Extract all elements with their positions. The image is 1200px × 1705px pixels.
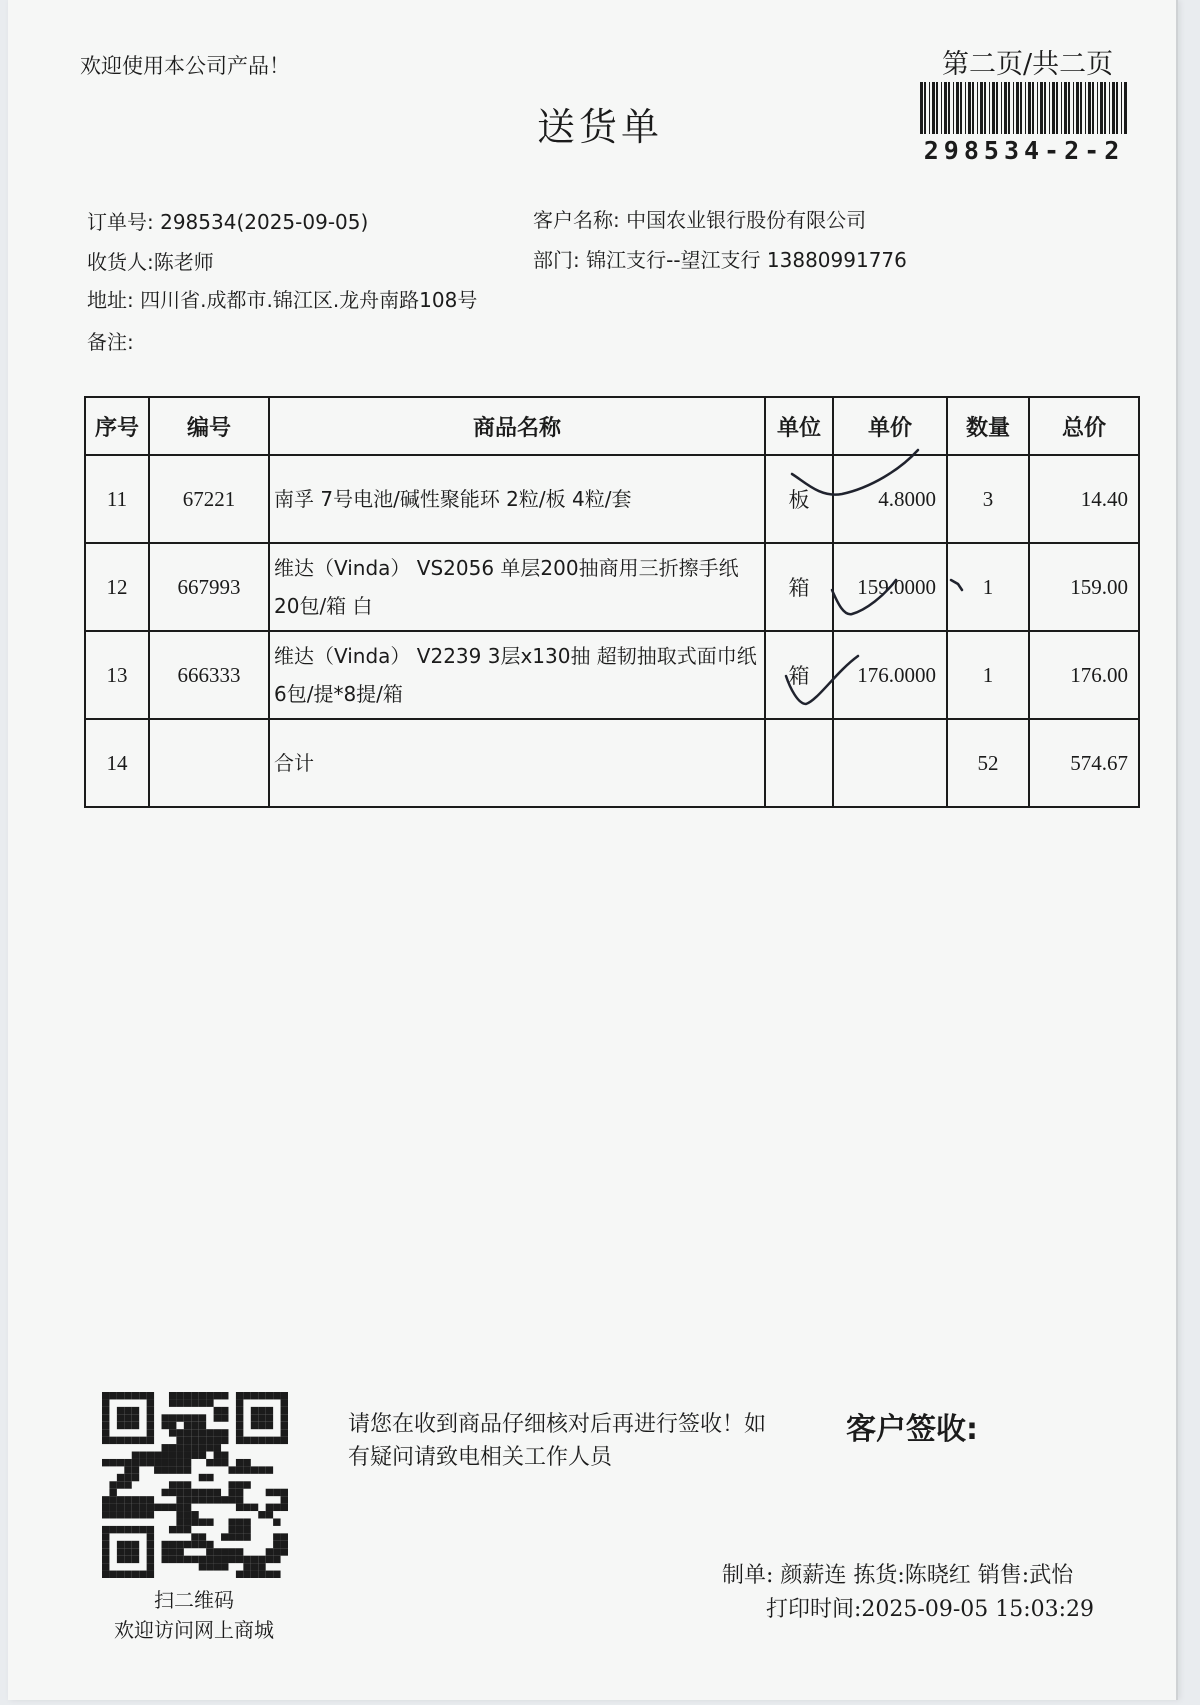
cell-price: 176.0000 [833, 631, 947, 719]
cell-code: 67221 [149, 455, 269, 543]
cell-no: 14 [85, 719, 149, 807]
dept-label: 部门: [533, 248, 580, 272]
cell-total: 159.00 [1029, 543, 1139, 631]
barcode [918, 82, 1130, 134]
table-row [85, 455, 1139, 543]
customer-label: 客户名称: [533, 208, 620, 232]
cell-name: 维达（Vinda） VS2056 单层200抽商用三折擦手纸 20包/箱 白 [269, 543, 765, 631]
cell-price [833, 719, 947, 807]
cell-no: 13 [85, 631, 149, 719]
cell-qty: 3 [947, 455, 1029, 543]
header-no: 序号 [85, 397, 149, 455]
cell-name: 合计 [269, 719, 765, 807]
receiver-value: 陈老师 [153, 250, 214, 274]
receiver-label: 收货人: [87, 250, 154, 274]
table-row [85, 543, 1139, 631]
department [533, 244, 907, 273]
cell-qty: 52 [947, 719, 1029, 807]
barcode-number: 298534-2-2 [923, 136, 1125, 165]
cell-qty: 1 [947, 543, 1029, 631]
staff-info: 制单: 颜薪连 拣货:陈晓红 销售:武怡 [722, 1563, 1074, 1588]
order-number [87, 206, 368, 235]
cell-unit: 板 [765, 455, 833, 543]
table-row-total [85, 719, 1139, 807]
cell-total: 14.40 [1029, 455, 1139, 543]
customer-name [533, 204, 866, 233]
customer-sign-label: 客户签收: [846, 1412, 978, 1447]
cell-unit: 箱 [765, 543, 833, 631]
header-qty: 数量 [947, 397, 1029, 455]
customer-value: 中国农业银行股份有限公司 [626, 208, 867, 232]
cell-code [149, 719, 269, 807]
header-unit: 单位 [765, 397, 833, 455]
page-number: 第二页/共二页 [942, 49, 1114, 80]
signing-notice: 请您在收到商品仔细核对后再进行签收！如有疑问请致电相关工作人员 [348, 1412, 767, 1470]
header-price: 单价 [833, 397, 947, 455]
qr-caption-scan: 扫二维码 [154, 1588, 234, 1612]
cell-unit [765, 719, 833, 807]
receiver [87, 246, 214, 275]
cell-name: 维达（Vinda） V2239 3层x130抽 超韧抽取式面巾纸 6包/提*8提/箱 [269, 631, 765, 719]
cell-price: 4.8000 [833, 455, 947, 543]
table-header-row [85, 397, 1139, 455]
address [87, 284, 477, 313]
cell-unit: 箱 [765, 631, 833, 719]
cell-total: 574.67 [1029, 719, 1139, 807]
address-label: 地址: [87, 288, 134, 312]
header-name: 商品名称 [269, 397, 765, 455]
header-code: 编号 [149, 397, 269, 455]
cell-code: 667993 [149, 543, 269, 631]
table-row [85, 631, 1139, 719]
header-total: 总价 [1029, 397, 1139, 455]
remark-label: 备注: [87, 330, 134, 354]
dept-value: 锦江支行--望江支行 13880991776 [586, 248, 907, 272]
cell-code: 666333 [149, 631, 269, 719]
cell-no: 12 [85, 543, 149, 631]
qr-code [102, 1392, 288, 1578]
cell-total: 176.00 [1029, 631, 1139, 719]
cell-no: 11 [85, 455, 149, 543]
qr-caption-mall: 欢迎访问网上商城 [114, 1618, 274, 1642]
document-title: 送货单 [536, 105, 663, 149]
order-label: 订单号: [87, 210, 154, 234]
items-table [84, 396, 1140, 808]
address-value: 四川省.成都市.锦江区.龙舟南路108号 [140, 288, 478, 312]
cell-price: 159.0000 [833, 543, 947, 631]
print-time: 打印时间:2025-09-05 15:03:29 [766, 1597, 1095, 1622]
remark [87, 326, 134, 355]
cell-name: 南孚 7号电池/碱性聚能环 2粒/板 4粒/套 [269, 455, 765, 543]
order-value: 298534(2025-09-05) [160, 210, 369, 234]
welcome-text: 欢迎使用本公司产品！ [80, 54, 290, 78]
cell-qty: 1 [947, 631, 1029, 719]
